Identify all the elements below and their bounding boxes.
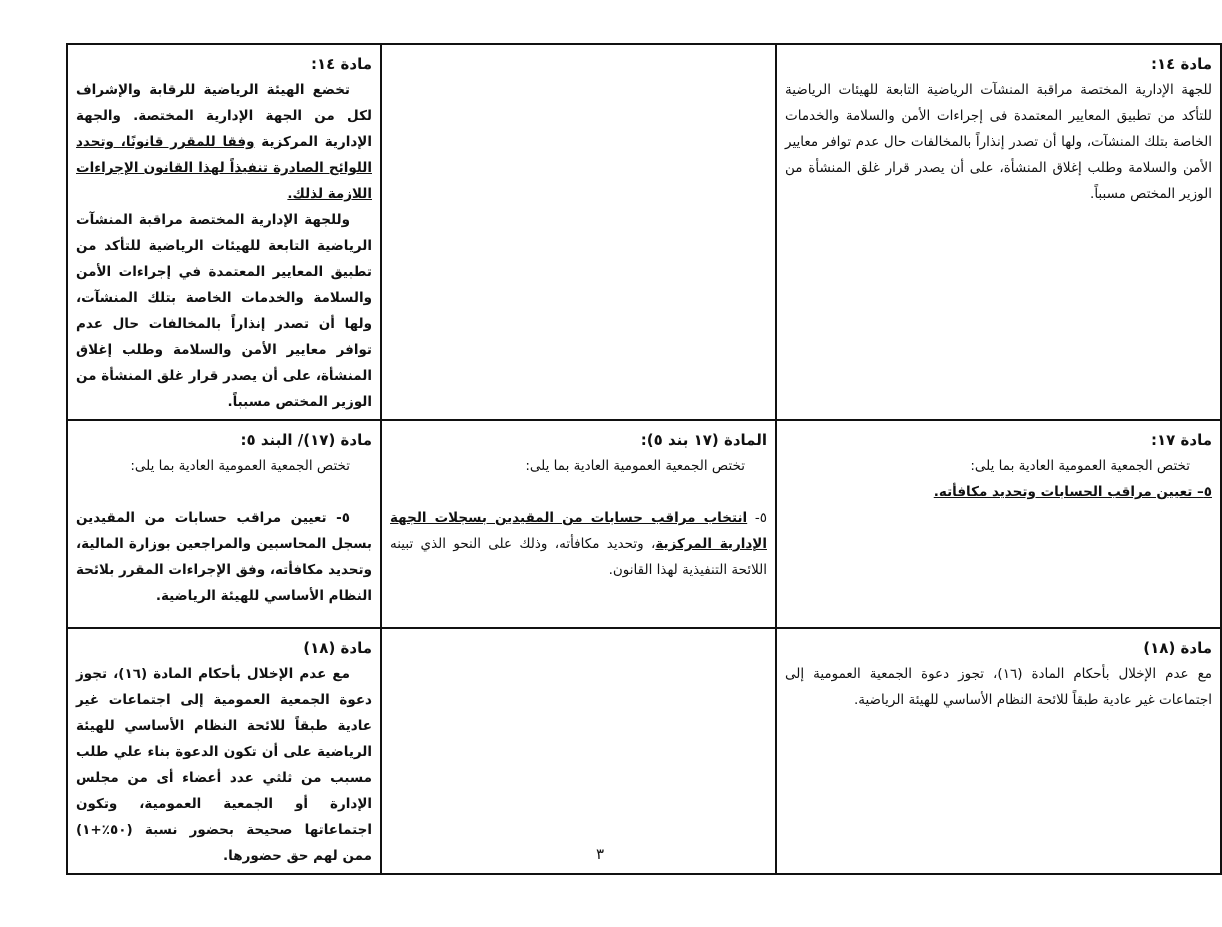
article-item <box>390 510 767 578</box>
spacer <box>76 479 372 505</box>
cell-article-18-middle-empty <box>381 628 776 874</box>
article-heading: مادة ١٤: <box>1150 55 1212 73</box>
article-text: مع عدم الإخلال بأحكام المادة (١٦)، تجوز دعوة الجمعية العمومية إلى اجتماعات غير عادية طبقاً للائحة النظام الأساسي للهيئة الرياضية على أن تكون الدعوة بناء علي طلب مسبب من ثلثي عدد أعضاء أى من مجلس الإدارة أو الجمعية العمومية، وتكون اجتماعاتها صحيحة بحضور نسبة (٥٠٪+١) ممن لهم حق حضورها. <box>76 666 372 864</box>
article-heading: المادة (١٧ بند ٥): <box>640 431 767 449</box>
cell-article-14-left <box>67 44 381 420</box>
article-heading: مادة (١٨) <box>1143 639 1212 657</box>
table-row <box>67 44 1221 420</box>
item-number: ٥- <box>747 510 767 526</box>
article-intro: تختص الجمعية العمومية العادية بما يلى: <box>130 458 350 474</box>
cell-article-17-left <box>67 420 381 628</box>
article-paragraph-2: وللجهة الإدارية المختصة مراقبة المنشآت الرياضية التابعة للهيئات الرياضية للتأكد من تطبيق المعايير المعتمدة في إجراءات الأمن والسلامة والخدمات الخاصة بتلك المنشآت، ولها أن تصدر إنذاراً بالمخالفات حال عدم توافر معايير الأمن والسلامة وطلب إغلاق المنشأة، على أن يصدر قرار غلق المنشأة من الوزير المختص مسبباً. <box>76 212 372 410</box>
article-heading: مادة (١٧)/ البند ٥: <box>240 431 372 449</box>
article-intro: تختص الجمعية العمومية العادية بما يلى: <box>970 458 1190 474</box>
underlined-text: وفقا للمقرر قانونًا، وتحدد اللوائح الصادرة تنفيذاً لهذا القانون الإجراءات اللازمة لذلك. <box>76 134 372 202</box>
article-heading: مادة ١٧: <box>1150 431 1212 449</box>
cell-article-18-right <box>776 628 1221 874</box>
paragraph-text: تخضع الهيئة الرياضية للرقابة والإشراف لكل من الجهة الإدارية المختصة. والجهة الإدارية المركزية <box>76 82 372 150</box>
article-heading: مادة ١٤: <box>310 55 372 73</box>
page-number: ٣ <box>595 845 605 863</box>
cell-article-17-middle <box>381 420 776 628</box>
article-text: للجهة الإدارية المختصة مراقبة المنشآت الرياضية التابعة للهيئات الرياضية للتأكد من تطبيق المعايير المعتمدة فى إجراءات الأمن والسلامة والخدمات الخاصة بتلك المنشآت، ولها أن تصدر إنذاراً بالمخالفات حال عدم توافر معايير الأمن والسلامة وطلب إغلاق المنشأة، على أن يصدر قرار غلق المنشأة من الوزير المختص مسبباً. <box>785 82 1212 202</box>
article-intro: تختص الجمعية العمومية العادية بما يلى: <box>525 458 745 474</box>
table-row <box>67 628 1221 874</box>
article-item: ٥– تعيين مراقب الحسابات وتحديد مكافأته. <box>933 484 1212 500</box>
table-row <box>67 420 1221 628</box>
article-text: مع عدم الإخلال بأحكام المادة (١٦)، تجوز دعوة الجمعية العمومية إلى اجتماعات غير عادية طبقاً للائحة النظام الأساسي للهيئة الرياضية. <box>785 666 1213 708</box>
comparison-table <box>66 43 1222 875</box>
cell-article-17-right <box>776 420 1221 628</box>
article-heading: مادة (١٨) <box>303 639 372 657</box>
cell-article-14-middle-empty <box>381 44 776 420</box>
cell-article-18-left <box>67 628 381 874</box>
cell-article-14-right <box>776 44 1221 420</box>
item-text: ، وتحديد مكافأته، وذلك على النحو الذي تبينه اللائحة التنفيذية لهذا القانون. <box>390 536 767 578</box>
underlined-text: انتخاب مراقب حسابات من المقيدين بسجلات الجهة الإدارية المركزية <box>390 510 767 552</box>
spacer <box>390 479 767 505</box>
article-paragraph-1 <box>76 77 372 207</box>
article-item: ٥- تعيين مراقب حسابات من المقيدين بسجل المحاسبين والمراجعين بوزارة المالية، وتحديد مكافأته، وفق الإجراءات المقرر بلائحة النظام الأساسي للهيئة الرياضية. <box>76 510 372 604</box>
